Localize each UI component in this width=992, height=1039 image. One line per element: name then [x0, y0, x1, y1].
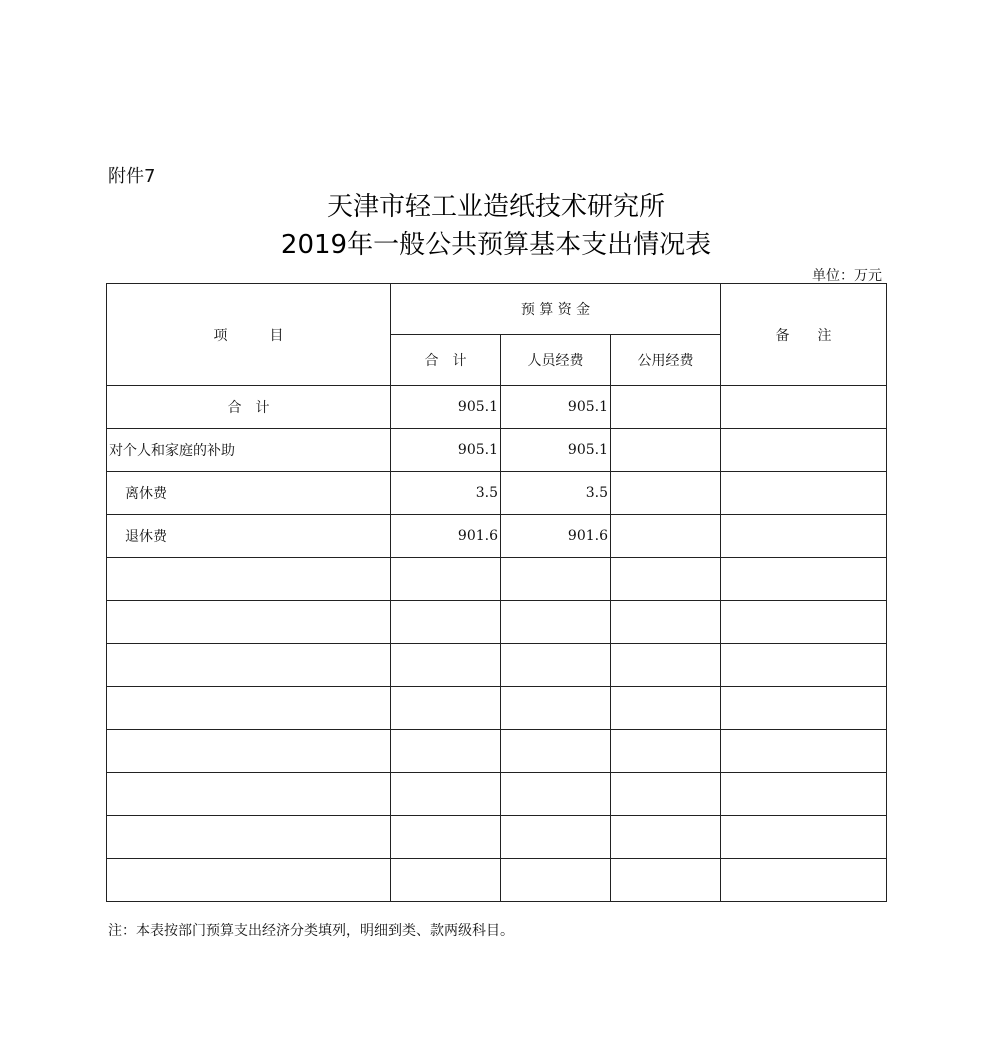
empty-cell [721, 773, 887, 816]
row-total: 905.1 [391, 386, 501, 429]
header-total: 合 计 [391, 335, 501, 386]
empty-cell [501, 730, 611, 773]
empty-cell [721, 859, 887, 902]
empty-row [107, 730, 887, 773]
empty-cell [611, 558, 721, 601]
empty-cell [501, 816, 611, 859]
unit-label: 单位：万元 [812, 268, 882, 284]
empty-cell [501, 859, 611, 902]
row-personnel: 905.1 [501, 429, 611, 472]
empty-cell [107, 687, 391, 730]
empty-cell [391, 601, 501, 644]
empty-cell [391, 859, 501, 902]
empty-row [107, 859, 887, 902]
row-personnel: 3.5 [501, 472, 611, 515]
footnote: 注：本表按部门预算支出经济分类填列，明细到类、款两级科目。 [108, 923, 514, 939]
row-name: 合 计 [107, 386, 391, 429]
empty-cell [611, 644, 721, 687]
page-subtitle: 2019年一般公共预算基本支出情况表 [280, 230, 712, 260]
row-public [611, 386, 721, 429]
empty-cell [721, 816, 887, 859]
row-name: 对个人和家庭的补助 [107, 429, 391, 472]
empty-cell [721, 687, 887, 730]
empty-row [107, 558, 887, 601]
empty-cell [611, 816, 721, 859]
empty-cell [107, 816, 391, 859]
empty-row [107, 601, 887, 644]
header-remarks: 备 注 [721, 284, 887, 386]
empty-cell [611, 773, 721, 816]
empty-cell [391, 730, 501, 773]
empty-cell [107, 859, 391, 902]
row-personnel: 901.6 [501, 515, 611, 558]
table-row [107, 515, 887, 558]
empty-cell [391, 773, 501, 816]
empty-cell [611, 601, 721, 644]
empty-cell [721, 644, 887, 687]
empty-cell [107, 644, 391, 687]
row-personnel: 905.1 [501, 386, 611, 429]
table-row [107, 472, 887, 515]
attachment-label: 附件7 [108, 166, 156, 187]
empty-row [107, 644, 887, 687]
row-name: 退休费 [107, 515, 391, 558]
row-name: 离休费 [107, 472, 391, 515]
empty-cell [501, 773, 611, 816]
empty-cell [391, 558, 501, 601]
empty-row [107, 773, 887, 816]
empty-cell [391, 687, 501, 730]
table-row [107, 386, 887, 429]
header-item: 项 目 [107, 284, 391, 386]
empty-cell [501, 644, 611, 687]
empty-cell [107, 773, 391, 816]
row-public [611, 515, 721, 558]
page-title: 天津市轻工业造纸技术研究所 [326, 192, 665, 222]
row-total: 901.6 [391, 515, 501, 558]
empty-cell [501, 687, 611, 730]
empty-cell [501, 558, 611, 601]
empty-cell [611, 687, 721, 730]
row-total: 3.5 [391, 472, 501, 515]
empty-cell [391, 816, 501, 859]
row-remarks [721, 386, 887, 429]
empty-cell [721, 601, 887, 644]
header-budget-funds: 预 算 资 金 [391, 284, 721, 335]
empty-cell [107, 558, 391, 601]
header-personnel: 人员经费 [501, 335, 611, 386]
budget-table [106, 283, 887, 902]
row-remarks [721, 515, 887, 558]
empty-cell [611, 859, 721, 902]
row-public [611, 429, 721, 472]
empty-cell [611, 730, 721, 773]
empty-cell [391, 644, 501, 687]
empty-row [107, 687, 887, 730]
empty-row [107, 816, 887, 859]
row-total: 905.1 [391, 429, 501, 472]
row-remarks [721, 472, 887, 515]
empty-cell [721, 558, 887, 601]
header-public: 公用经费 [611, 335, 721, 386]
empty-cell [107, 730, 391, 773]
row-public [611, 472, 721, 515]
row-remarks [721, 429, 887, 472]
empty-cell [721, 730, 887, 773]
table-row [107, 429, 887, 472]
empty-cell [501, 601, 611, 644]
empty-cell [107, 601, 391, 644]
